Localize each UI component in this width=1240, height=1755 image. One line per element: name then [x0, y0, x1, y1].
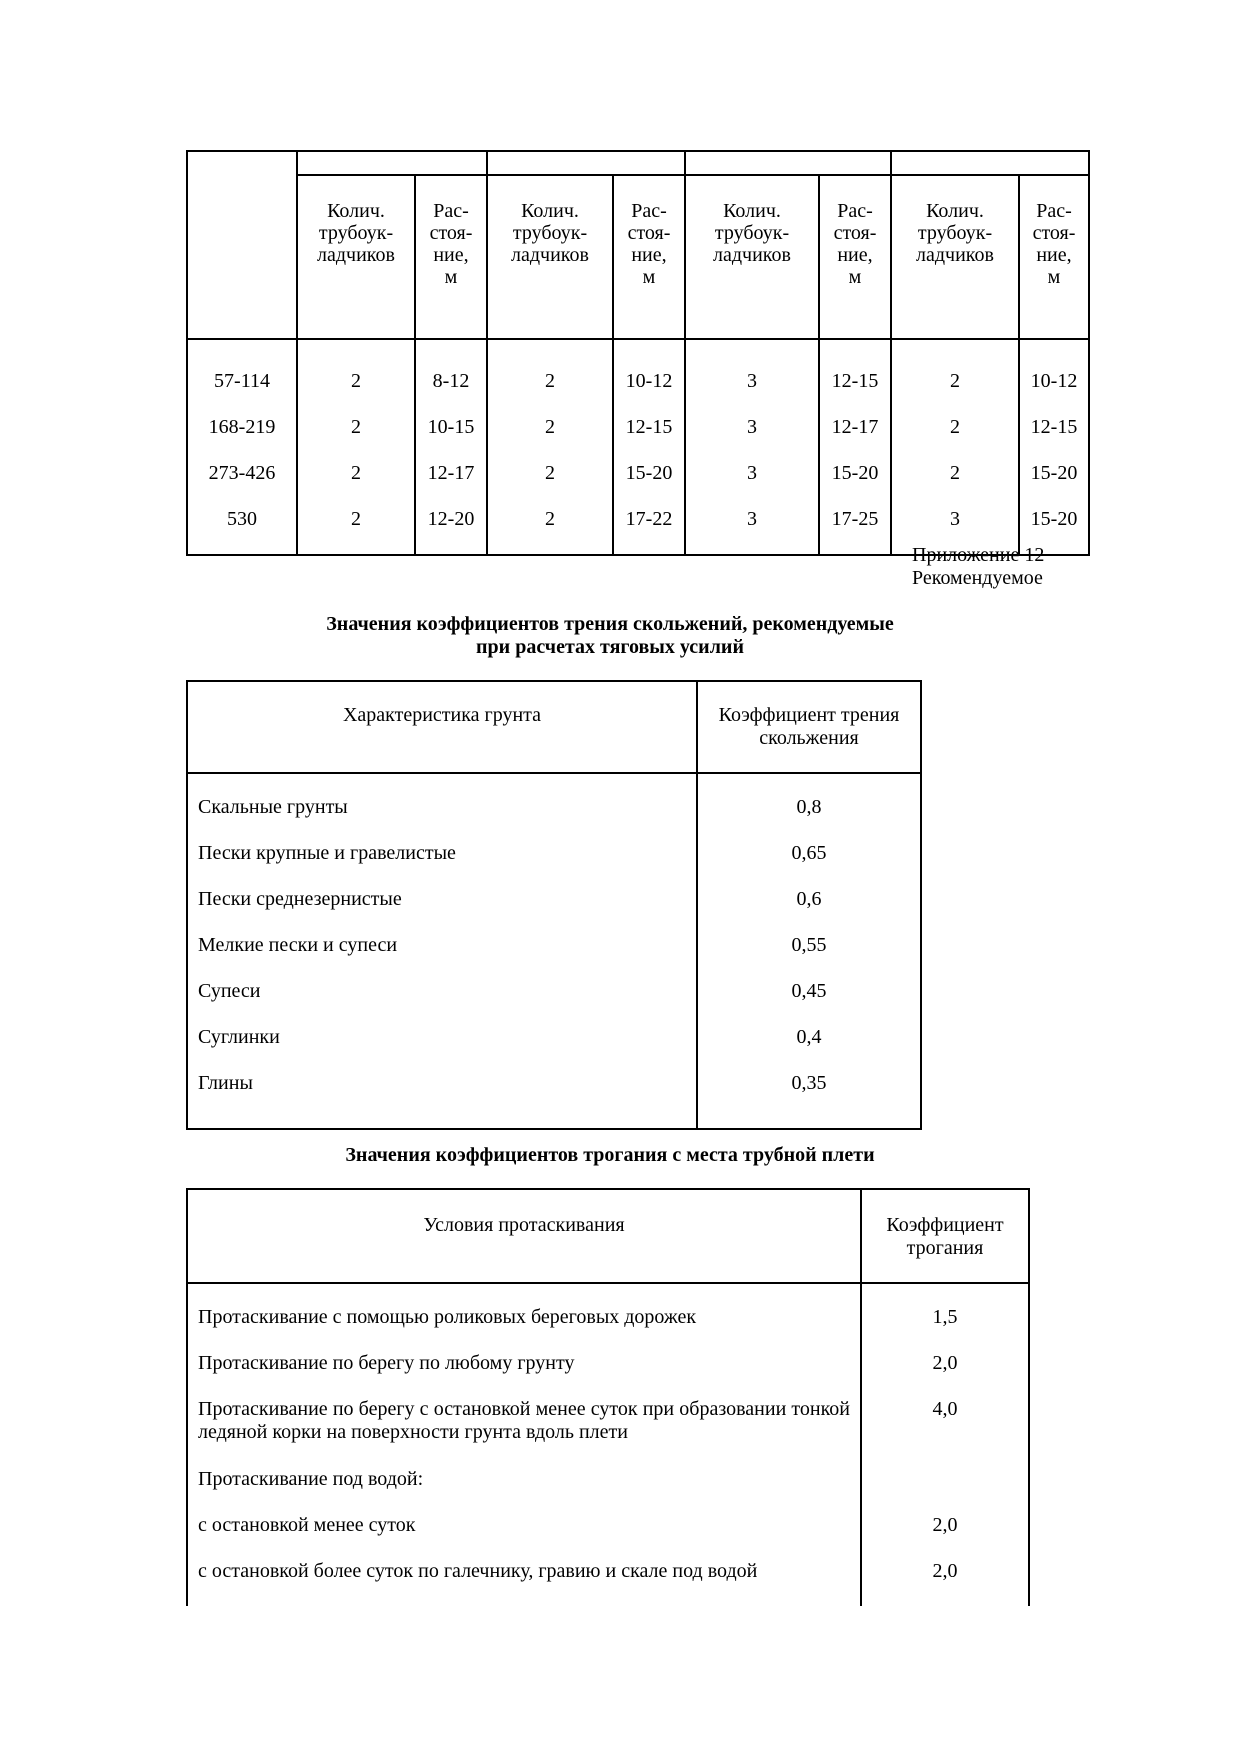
column-header-row	[187, 175, 1089, 339]
table-cell: 12-17	[415, 450, 487, 496]
table-cell: 8-12	[415, 339, 487, 404]
table-cell: 0,35	[697, 1072, 921, 1129]
table-cell: Протаскивание с помощью роликовых береговых дорожек	[187, 1283, 861, 1352]
table-cell: 2	[487, 339, 613, 404]
appendix-type: Рекомендуемое	[912, 567, 1043, 589]
table-cell: 0,55	[697, 934, 921, 980]
count-header: Колич. трубоук- ладчиков	[891, 175, 1019, 339]
table-cell: 57-114	[187, 339, 297, 404]
table-cell: Глины	[187, 1072, 697, 1129]
appendix-note	[912, 544, 1044, 590]
table-cell: 2,0	[861, 1352, 1029, 1398]
table-cell: Протаскивание по берегу с остановкой менее суток при образовании тонкой ледяной корки на поверхности грунта вдоль плети	[187, 1398, 861, 1468]
group-header-cell	[487, 151, 685, 175]
table-cell: 3	[685, 496, 819, 555]
table-row	[187, 842, 921, 888]
table-cell: 12-15	[819, 339, 891, 404]
table-row	[187, 450, 1089, 496]
table-cell: 2,0	[861, 1514, 1029, 1560]
table-cell: 3	[685, 404, 819, 450]
table-cell: 15-20	[613, 450, 685, 496]
distance-header: Рас- стоя- ние, м	[415, 175, 487, 339]
distance-header: Рас- стоя- ние, м	[819, 175, 891, 339]
table-cell: 2	[297, 496, 415, 555]
table-row	[187, 1468, 1029, 1514]
table-cell: 2	[891, 450, 1019, 496]
soil-header: Характеристика грунта	[187, 681, 697, 773]
table-cell: 273-426	[187, 450, 297, 496]
table-cell: 0,4	[697, 1026, 921, 1072]
appendix-number: Приложение 12	[912, 544, 1045, 566]
startup-coefficient-table	[186, 1188, 1030, 1606]
table-cell: Пески среднезернистые	[187, 888, 697, 934]
table-row	[187, 1398, 1029, 1468]
table-row	[187, 888, 921, 934]
table-cell: 17-22	[613, 496, 685, 555]
coefficient-header: Коэффициент трогания	[861, 1189, 1029, 1283]
distance-header: Рас- стоя- ние, м	[613, 175, 685, 339]
table-row	[187, 773, 921, 842]
table-cell: 3	[891, 496, 1019, 555]
table-cell: 3	[685, 339, 819, 404]
table-cell: 10-12	[613, 339, 685, 404]
table-cell: 12-20	[415, 496, 487, 555]
table-cell: 530	[187, 496, 297, 555]
table-row	[187, 1026, 921, 1072]
table-cell: 2,0	[861, 1560, 1029, 1606]
table-cell: 12-15	[1019, 404, 1089, 450]
table-cell: 2	[487, 450, 613, 496]
group-header-row	[187, 151, 1089, 175]
table-cell: Суглинки	[187, 1026, 697, 1072]
coefficient-header: Коэффициент трения скольжения	[697, 681, 921, 773]
table-cell: 12-17	[819, 404, 891, 450]
table-cell: 1,5	[861, 1283, 1029, 1352]
table-cell	[861, 1468, 1029, 1514]
table-cell: 0,6	[697, 888, 921, 934]
table-row	[187, 1072, 921, 1129]
column-header-row	[187, 681, 921, 773]
count-header: Колич. трубоук- ладчиков	[297, 175, 415, 339]
table-cell: 3	[685, 450, 819, 496]
table-row	[187, 1283, 1029, 1352]
table-row	[187, 404, 1089, 450]
table-cell: с остановкой более суток по галечнику, гравию и скале под водой	[187, 1560, 861, 1606]
table-cell: Пески крупные и гравелистые	[187, 842, 697, 888]
table-row	[187, 980, 921, 1026]
friction-table-title: Значения коэффициентов трения скольжений, рекомендуемые при расчетах тяговых усилий	[326, 613, 894, 658]
table-row	[187, 1560, 1029, 1606]
table-cell: Протаскивание по берегу по любому грунту	[187, 1352, 861, 1398]
table-row	[187, 339, 1089, 404]
table-cell: 0,8	[697, 773, 921, 842]
table-cell: 15-20	[819, 450, 891, 496]
distance-header: Рас- стоя- ние, м	[1019, 175, 1089, 339]
diameter-header-cell	[187, 151, 297, 339]
group-header-cell	[297, 151, 487, 175]
table-cell: 2	[297, 450, 415, 496]
pipelayer-distance-table	[186, 150, 1090, 556]
table-cell: 2	[891, 339, 1019, 404]
table-cell: 2	[297, 339, 415, 404]
table-cell: 4,0	[861, 1398, 1029, 1468]
table-cell: Мелкие пески и супеси	[187, 934, 697, 980]
table-row	[187, 1514, 1029, 1560]
table-cell: 2	[891, 404, 1019, 450]
table-cell: Супеси	[187, 980, 697, 1026]
friction-coefficient-table	[186, 680, 922, 1130]
table-cell: 0,65	[697, 842, 921, 888]
table-cell: 10-12	[1019, 339, 1089, 404]
table-cell: 15-20	[1019, 450, 1089, 496]
table-cell: Протаскивание под водой:	[187, 1468, 861, 1514]
table-cell: Скальные грунты	[187, 773, 697, 842]
startup-table-title: Значения коэффициентов трогания с места трубной плети	[345, 1144, 875, 1166]
table-cell: 168-219	[187, 404, 297, 450]
table-row	[187, 934, 921, 980]
table-cell: 2	[487, 404, 613, 450]
table-cell: 12-15	[613, 404, 685, 450]
table-cell: 10-15	[415, 404, 487, 450]
column-header-row	[187, 1189, 1029, 1283]
table-cell: 15-20	[1019, 496, 1089, 555]
table-cell: с остановкой менее суток	[187, 1514, 861, 1560]
conditions-header: Условия протаскивания	[187, 1189, 861, 1283]
group-header-cell	[891, 151, 1089, 175]
count-header: Колич. трубоук- ладчиков	[487, 175, 613, 339]
table-row	[187, 1352, 1029, 1398]
table-cell: 17-25	[819, 496, 891, 555]
table-cell: 2	[297, 404, 415, 450]
table-cell: 2	[487, 496, 613, 555]
table-cell: 0,45	[697, 980, 921, 1026]
group-header-cell	[685, 151, 891, 175]
count-header: Колич. трубоук- ладчиков	[685, 175, 819, 339]
